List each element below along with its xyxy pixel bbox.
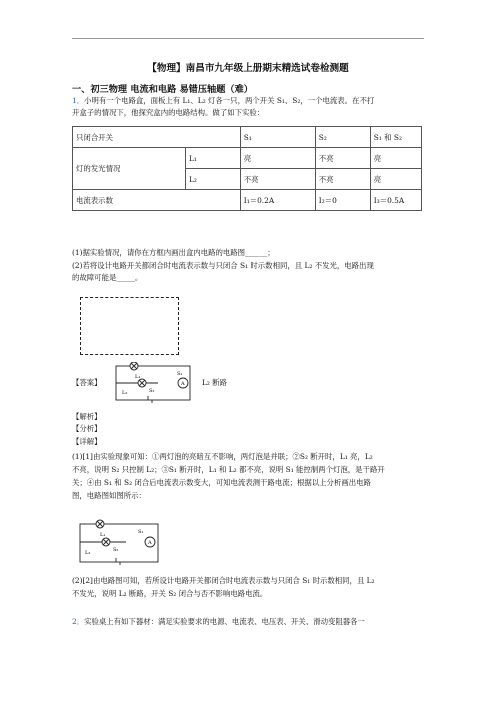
detail1-line3: 关；④由 S₁ 和 S₂ 闭合后电流表示数变大，可知电流表测干路电流；根据以上分析画出电路 (72, 478, 371, 487)
l1-label: L₁ (135, 374, 141, 380)
detail1-line4: 图，电路图如图所示： (72, 491, 146, 500)
detail-circuit-diagram (76, 518, 166, 570)
fenxi-label: 【分析】 (72, 424, 102, 433)
table-cell: I₁＝0.2A (240, 190, 315, 211)
table-row (73, 190, 422, 211)
table-row (73, 127, 422, 148)
table-cell: 不亮 (315, 169, 370, 190)
s1-label: S₁ (177, 371, 183, 377)
table-cell: 只闭合开关 (73, 127, 241, 148)
detail2-line2: 不发光，说明 L₂ 断路，开关 S₂ 闭合与否不影响电路电流。 (72, 589, 268, 598)
table-cell: I₃＝0.5A (370, 190, 421, 211)
table-cell: I₂＝0 (315, 190, 370, 211)
l2-label: L₂ (122, 390, 128, 396)
table-cell: 亮 (370, 169, 421, 190)
experiment-table (72, 126, 422, 211)
detail-label: 【详解】 (72, 437, 102, 446)
detail2-line1: (2)[2]由电路图可知，若所设计电路开关都闭合时电流表示数与只闭合 S₁ 时示数相同，且 L₂ (72, 576, 375, 585)
l1-label: L₁ (100, 532, 106, 538)
table-cell: 不亮 (240, 169, 315, 190)
table-cell: L₁ (186, 148, 241, 169)
table-cell: 电流表示数 (73, 190, 241, 211)
q1-intro-line1: 1．小明有一个电路盒，面板上有 L₁、L₂ 灯各一只，两个开关 S₁、S₂，一个电流表。在不打 (72, 96, 375, 105)
table-cell: 不亮 (315, 148, 370, 169)
table-cell: L₂ (186, 169, 241, 190)
q1-intro-line2: 开盒子的情况下，他探究盒内的电路结构。做了如下实验： (72, 108, 265, 117)
analysis-label: 【解析】 (72, 412, 102, 421)
table-row (73, 148, 422, 169)
ammeter-label: A (181, 381, 185, 387)
answer-label: 【答案】 (72, 378, 102, 387)
table-cell: 亮 (370, 148, 421, 169)
answer-circuit-diagram (112, 362, 198, 408)
l2-label: L₂ (85, 550, 91, 556)
s2-label: S₂ (149, 388, 155, 394)
detail1-line2: 不亮，说明 S₂ 只控制 L₂；③S₁ 断开时，L₁ 和 L₂ 都不亮，说明 S₁ 能控制两个灯泡，是干路开 (72, 465, 385, 474)
answer-box (80, 297, 179, 355)
s1-label: S₁ (138, 529, 144, 535)
q1-sub2-line1: (2)若将设计电路开关都闭合时电流表示数与只闭合 S₁ 时示数相同，且 L₂ 不发光，电路出现 (72, 261, 374, 270)
table-cell: 亮 (240, 148, 315, 169)
detail1-line1: (1)[1]由实验现象可知：①两灯泡的亮暗互不影响，两灯泡是并联；②S₂ 断开时，L₁ 亮，L₂ (72, 452, 373, 461)
table-cell: 灯的发光情况 (73, 148, 186, 190)
q1-sub2-line2: 的故障可能是_____。 (72, 273, 143, 282)
section-heading: 一、初三物理 电流和电路 易错压轴题（难） (72, 84, 253, 95)
q2-line: 2．实验桌上有如下器材：满足实验要求的电源、电流表、电压表、开关、滑动变阻器各一 (72, 617, 365, 626)
table-cell: S₂ (315, 127, 370, 148)
header-rule (72, 38, 424, 39)
table-cell: S₁ (240, 127, 315, 148)
ammeter-label: A (148, 540, 152, 546)
q1-sub1: (1)据实验情况，请你在方框内画出盒内电路的电路图______； (72, 248, 275, 257)
page-title: 【物理】南昌市九年级上册期末精选试卷检测题 (147, 63, 349, 74)
q2-number: 2． (72, 617, 85, 626)
q1-number: 1． (72, 96, 85, 105)
table-cell: S₁ 和 S₂ (370, 127, 421, 148)
s2-label: S₂ (113, 547, 119, 553)
answer-text: L₂ 断路 (202, 378, 228, 387)
